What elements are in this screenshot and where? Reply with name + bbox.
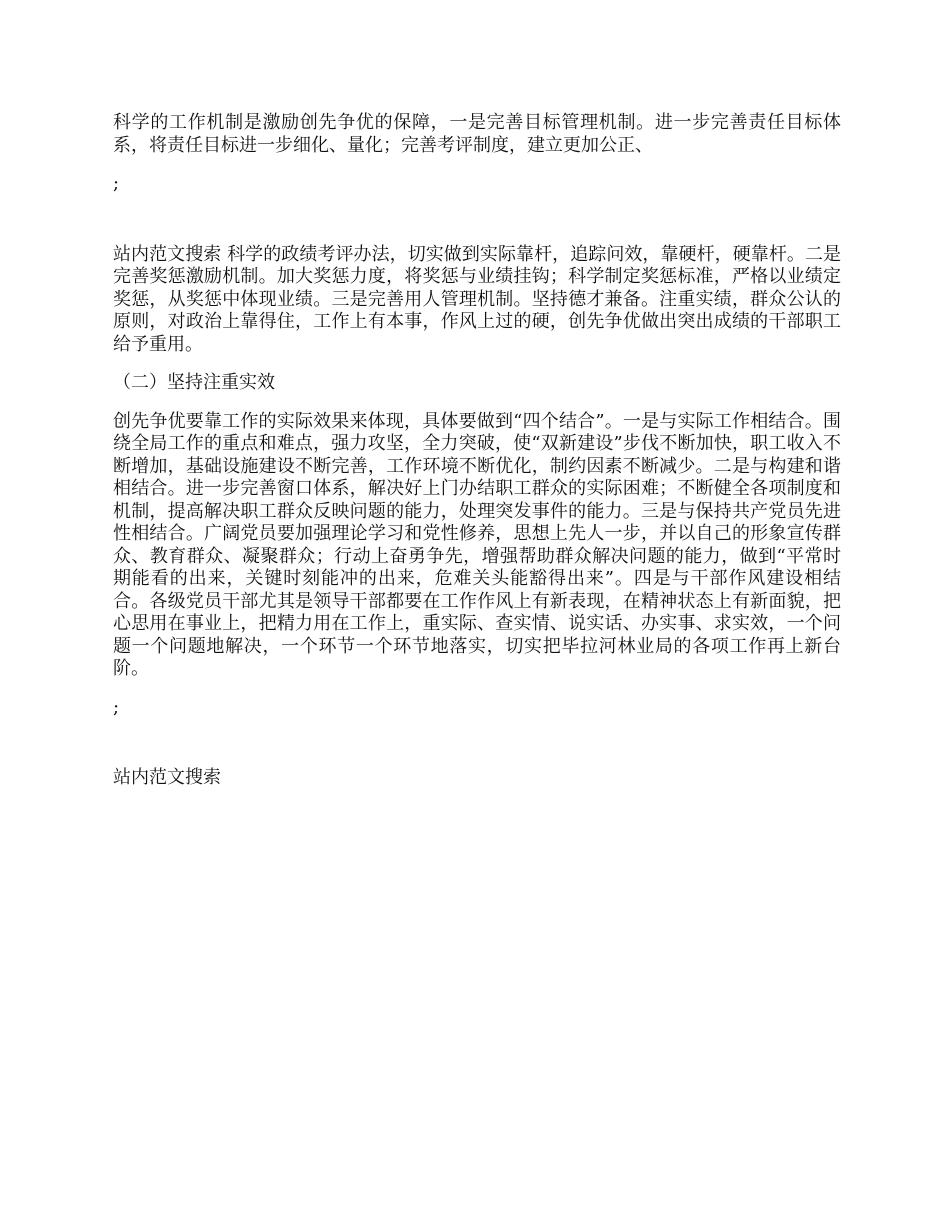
paragraph-practical-results: 创先争优要靠工作的实际效果来体现，具体要做到“四个结合”。一是与实际工作相结合。围绕全局工作的重点和难点，强力攻坚，全力突破，使“双新建设”步伐不断加快，职工收入不断增加，基础设施建设不断完善，工作环境不断优化，制约因素不断减少。二是与构建和谐相结合。进一步完善窗口体系，解决好上门办结职工群众的实际困难；不断健全各项制度和机制，提高解决职工群众反映问题的能力，处理突发事件的能力。三是与保持共产党员先进性相结合。广阔党员要加强理论学习和党性修养，思想上先人一步，并以自己的形象宣传群众、教育群众、凝聚群众；行动上奋勇争先，增强帮助群众解决问题的能力，做到“平常时期能看的出来，关键时刻能冲的出来，危难关头能豁得出来”。四是与干部作风建设相结合。各级党员干部尤其是领导干部都要在工作作风上有新表现，在精神状态上有新面貌，把心思用在事业上，把精力用在工作上，重实际、查实情、说实话、办实事、求实效，一个问题一个问题地解决，一个环节一个环节地落实，切实把毕拉河林业局的各项工作再上新台阶。 bbox=[113, 410, 841, 679]
paragraph-work-mechanism: 科学的工作机制是激励创先争优的保障，一是完善目标管理机制。进一步完善责任目标体系，将责任目标进一步细化、量化；完善考评制度，建立更加公正、 bbox=[113, 112, 841, 156]
section-heading: （二）坚持注重实效 bbox=[113, 372, 275, 393]
separator-semicolon: ; bbox=[113, 696, 120, 718]
document-body bbox=[113, 112, 841, 790]
site-search-label[interactable]: 站内范文搜索 bbox=[113, 767, 221, 788]
separator-semicolon: ; bbox=[113, 173, 120, 194]
paragraph-evaluation: 站内范文搜索 科学的政绩考评办法，切实做到实际靠杆，追踪问效，靠硬杆，硬靠杆。二是完善奖惩激励机制。加大奖惩力度，将奖惩与业绩挂钩；科学制定奖惩标准，严格以业绩定奖惩，从奖惩中体现业绩。三是完善用人管理机制。坚持德才兼备。注重实绩，群众公认的原则，对政治上靠得住，工作上有本事，作风上过的硬，创先争优做出突出成绩的干部职工给予重用。 bbox=[113, 243, 841, 355]
